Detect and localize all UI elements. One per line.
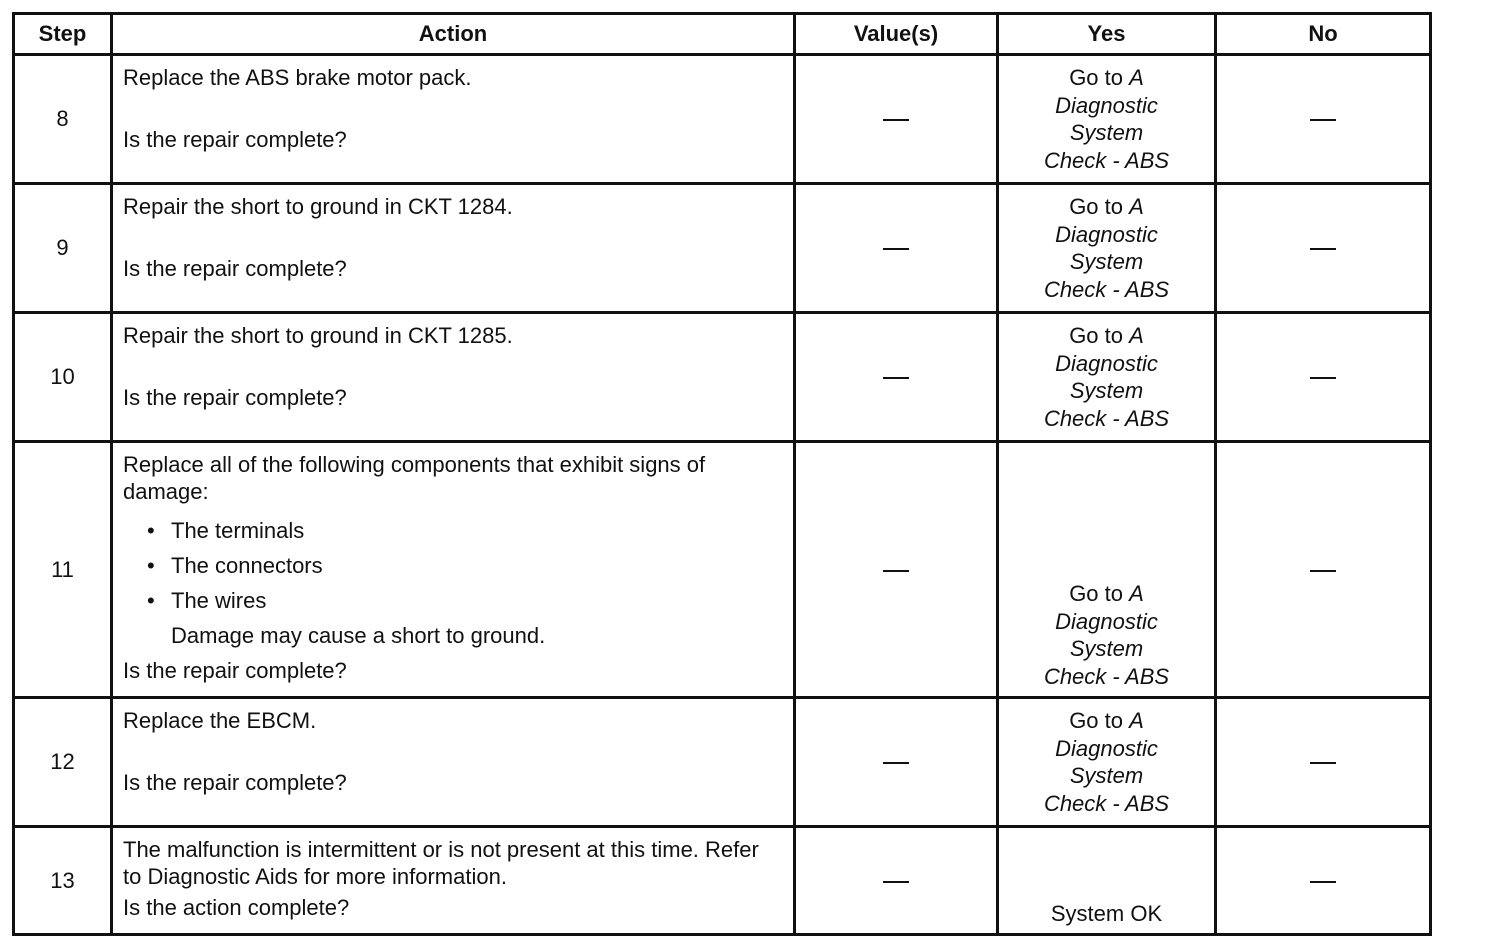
- action-cell: [112, 313, 795, 442]
- dash-mark: [1310, 248, 1336, 250]
- dash-mark: [883, 377, 909, 379]
- dash-mark: [883, 762, 909, 764]
- dash-mark: [1310, 881, 1336, 883]
- value-cell: [795, 313, 998, 442]
- action-cell: [112, 442, 795, 698]
- yes-prefix: Go to: [1069, 581, 1130, 606]
- no-cell: [1216, 442, 1431, 698]
- yes-cell: [998, 184, 1216, 313]
- yes-line[interactable]: Diagnostic: [1055, 350, 1158, 376]
- yes-link[interactable]: A: [1129, 194, 1144, 219]
- yes-line[interactable]: Diagnostic: [1055, 735, 1158, 761]
- action-text: Repair the short to ground in CKT 1285.: [123, 323, 513, 348]
- action-text: Replace the EBCM.: [123, 708, 317, 733]
- header-no: No: [1216, 14, 1431, 55]
- list-item: [147, 548, 783, 583]
- step-number: 13: [14, 827, 112, 935]
- yes-cell: [998, 442, 1216, 698]
- dash-mark: [1310, 570, 1336, 572]
- bullet-text: The connectors: [171, 553, 323, 578]
- yes-cell: [998, 313, 1216, 442]
- table-row: [14, 827, 1431, 935]
- list-item: [147, 583, 783, 618]
- dash-mark: [883, 570, 909, 572]
- yes-link[interactable]: A: [1129, 581, 1144, 606]
- yes-line[interactable]: System: [1069, 378, 1144, 403]
- list-item: [147, 513, 783, 548]
- action-text: The malfunction is intermittent or is not present at this time. Refer to Diagnostic Aids for more information.: [123, 837, 759, 889]
- diagnostic-table: [12, 12, 1432, 936]
- yes-line[interactable]: System: [1069, 763, 1144, 788]
- table-row: [14, 698, 1431, 827]
- action-cell: [112, 55, 795, 184]
- dash-mark: [1310, 119, 1336, 121]
- table-row: [14, 55, 1431, 184]
- action-question: Is the repair complete?: [123, 770, 347, 795]
- yes-line[interactable]: Check - ABS: [1043, 405, 1170, 431]
- bullet-text: The wires: [171, 588, 267, 613]
- dash-mark: [1310, 762, 1336, 764]
- no-cell: [1216, 184, 1431, 313]
- dash-mark: [883, 248, 909, 250]
- value-cell: [795, 55, 998, 184]
- yes-line[interactable]: Check - ABS: [1043, 276, 1170, 302]
- no-cell: [1216, 55, 1431, 184]
- yes-line[interactable]: Check - ABS: [1043, 663, 1170, 689]
- value-cell: [795, 827, 998, 935]
- yes-line[interactable]: System: [1069, 636, 1144, 661]
- yes-line[interactable]: System: [1069, 249, 1144, 274]
- no-cell: [1216, 827, 1431, 935]
- yes-cell: [998, 55, 1216, 184]
- table-row: [14, 313, 1431, 442]
- step-number: 9: [14, 184, 112, 313]
- action-cell: [112, 827, 795, 935]
- no-cell: [1216, 698, 1431, 827]
- yes-line[interactable]: Diagnostic: [1055, 608, 1158, 634]
- table-row: [14, 184, 1431, 313]
- table-row: [14, 442, 1431, 698]
- header-yes: Yes: [998, 14, 1216, 55]
- action-question: Is the repair complete?: [123, 385, 347, 410]
- action-text: Repair the short to ground in CKT 1284.: [123, 194, 513, 219]
- action-question: Is the repair complete?: [123, 658, 347, 683]
- yes-cell: [998, 698, 1216, 827]
- bullet-text: The terminals: [171, 518, 305, 543]
- bullet-icon: •: [147, 588, 155, 613]
- step-number: 12: [14, 698, 112, 827]
- no-cell: [1216, 313, 1431, 442]
- yes-prefix: Go to: [1069, 65, 1130, 90]
- action-cell: [112, 698, 795, 827]
- bullet-icon: •: [147, 553, 155, 578]
- yes-link[interactable]: A: [1129, 65, 1144, 90]
- action-text: Replace all of the following components that exhibit signs of damage:: [123, 452, 706, 504]
- header-row: [14, 14, 1431, 55]
- value-cell: [795, 698, 998, 827]
- header-step: Step: [14, 14, 112, 55]
- yes-line[interactable]: System: [1069, 120, 1144, 145]
- dash-mark: [1310, 377, 1336, 379]
- yes-link[interactable]: A: [1129, 323, 1144, 348]
- dash-mark: [883, 119, 909, 121]
- dash-mark: [883, 881, 909, 883]
- yes-link[interactable]: A: [1129, 708, 1144, 733]
- yes-prefix: Go to: [1069, 708, 1130, 733]
- action-question: Is the repair complete?: [123, 127, 347, 152]
- yes-line[interactable]: Check - ABS: [1043, 790, 1170, 816]
- yes-line[interactable]: Check - ABS: [1043, 147, 1170, 173]
- value-cell: [795, 184, 998, 313]
- bullet-icon: •: [147, 518, 155, 543]
- action-question: Is the repair complete?: [123, 256, 347, 281]
- action-text: Replace the ABS brake motor pack.: [123, 65, 472, 90]
- action-cell: [112, 184, 795, 313]
- action-question: Is the action complete?: [123, 895, 350, 920]
- yes-cell: [998, 827, 1216, 935]
- step-number: 11: [14, 442, 112, 698]
- bullet-list: [123, 513, 783, 618]
- yes-text: System OK: [1050, 900, 1163, 926]
- step-number: 10: [14, 313, 112, 442]
- header-action: Action: [112, 14, 795, 55]
- yes-line[interactable]: Diagnostic: [1055, 221, 1158, 247]
- yes-line[interactable]: Diagnostic: [1055, 92, 1158, 118]
- action-note: Damage may cause a short to ground.: [171, 623, 546, 648]
- yes-prefix: Go to: [1069, 323, 1130, 348]
- yes-prefix: Go to: [1069, 194, 1130, 219]
- step-number: 8: [14, 55, 112, 184]
- value-cell: [795, 442, 998, 698]
- header-values: Value(s): [795, 14, 998, 55]
